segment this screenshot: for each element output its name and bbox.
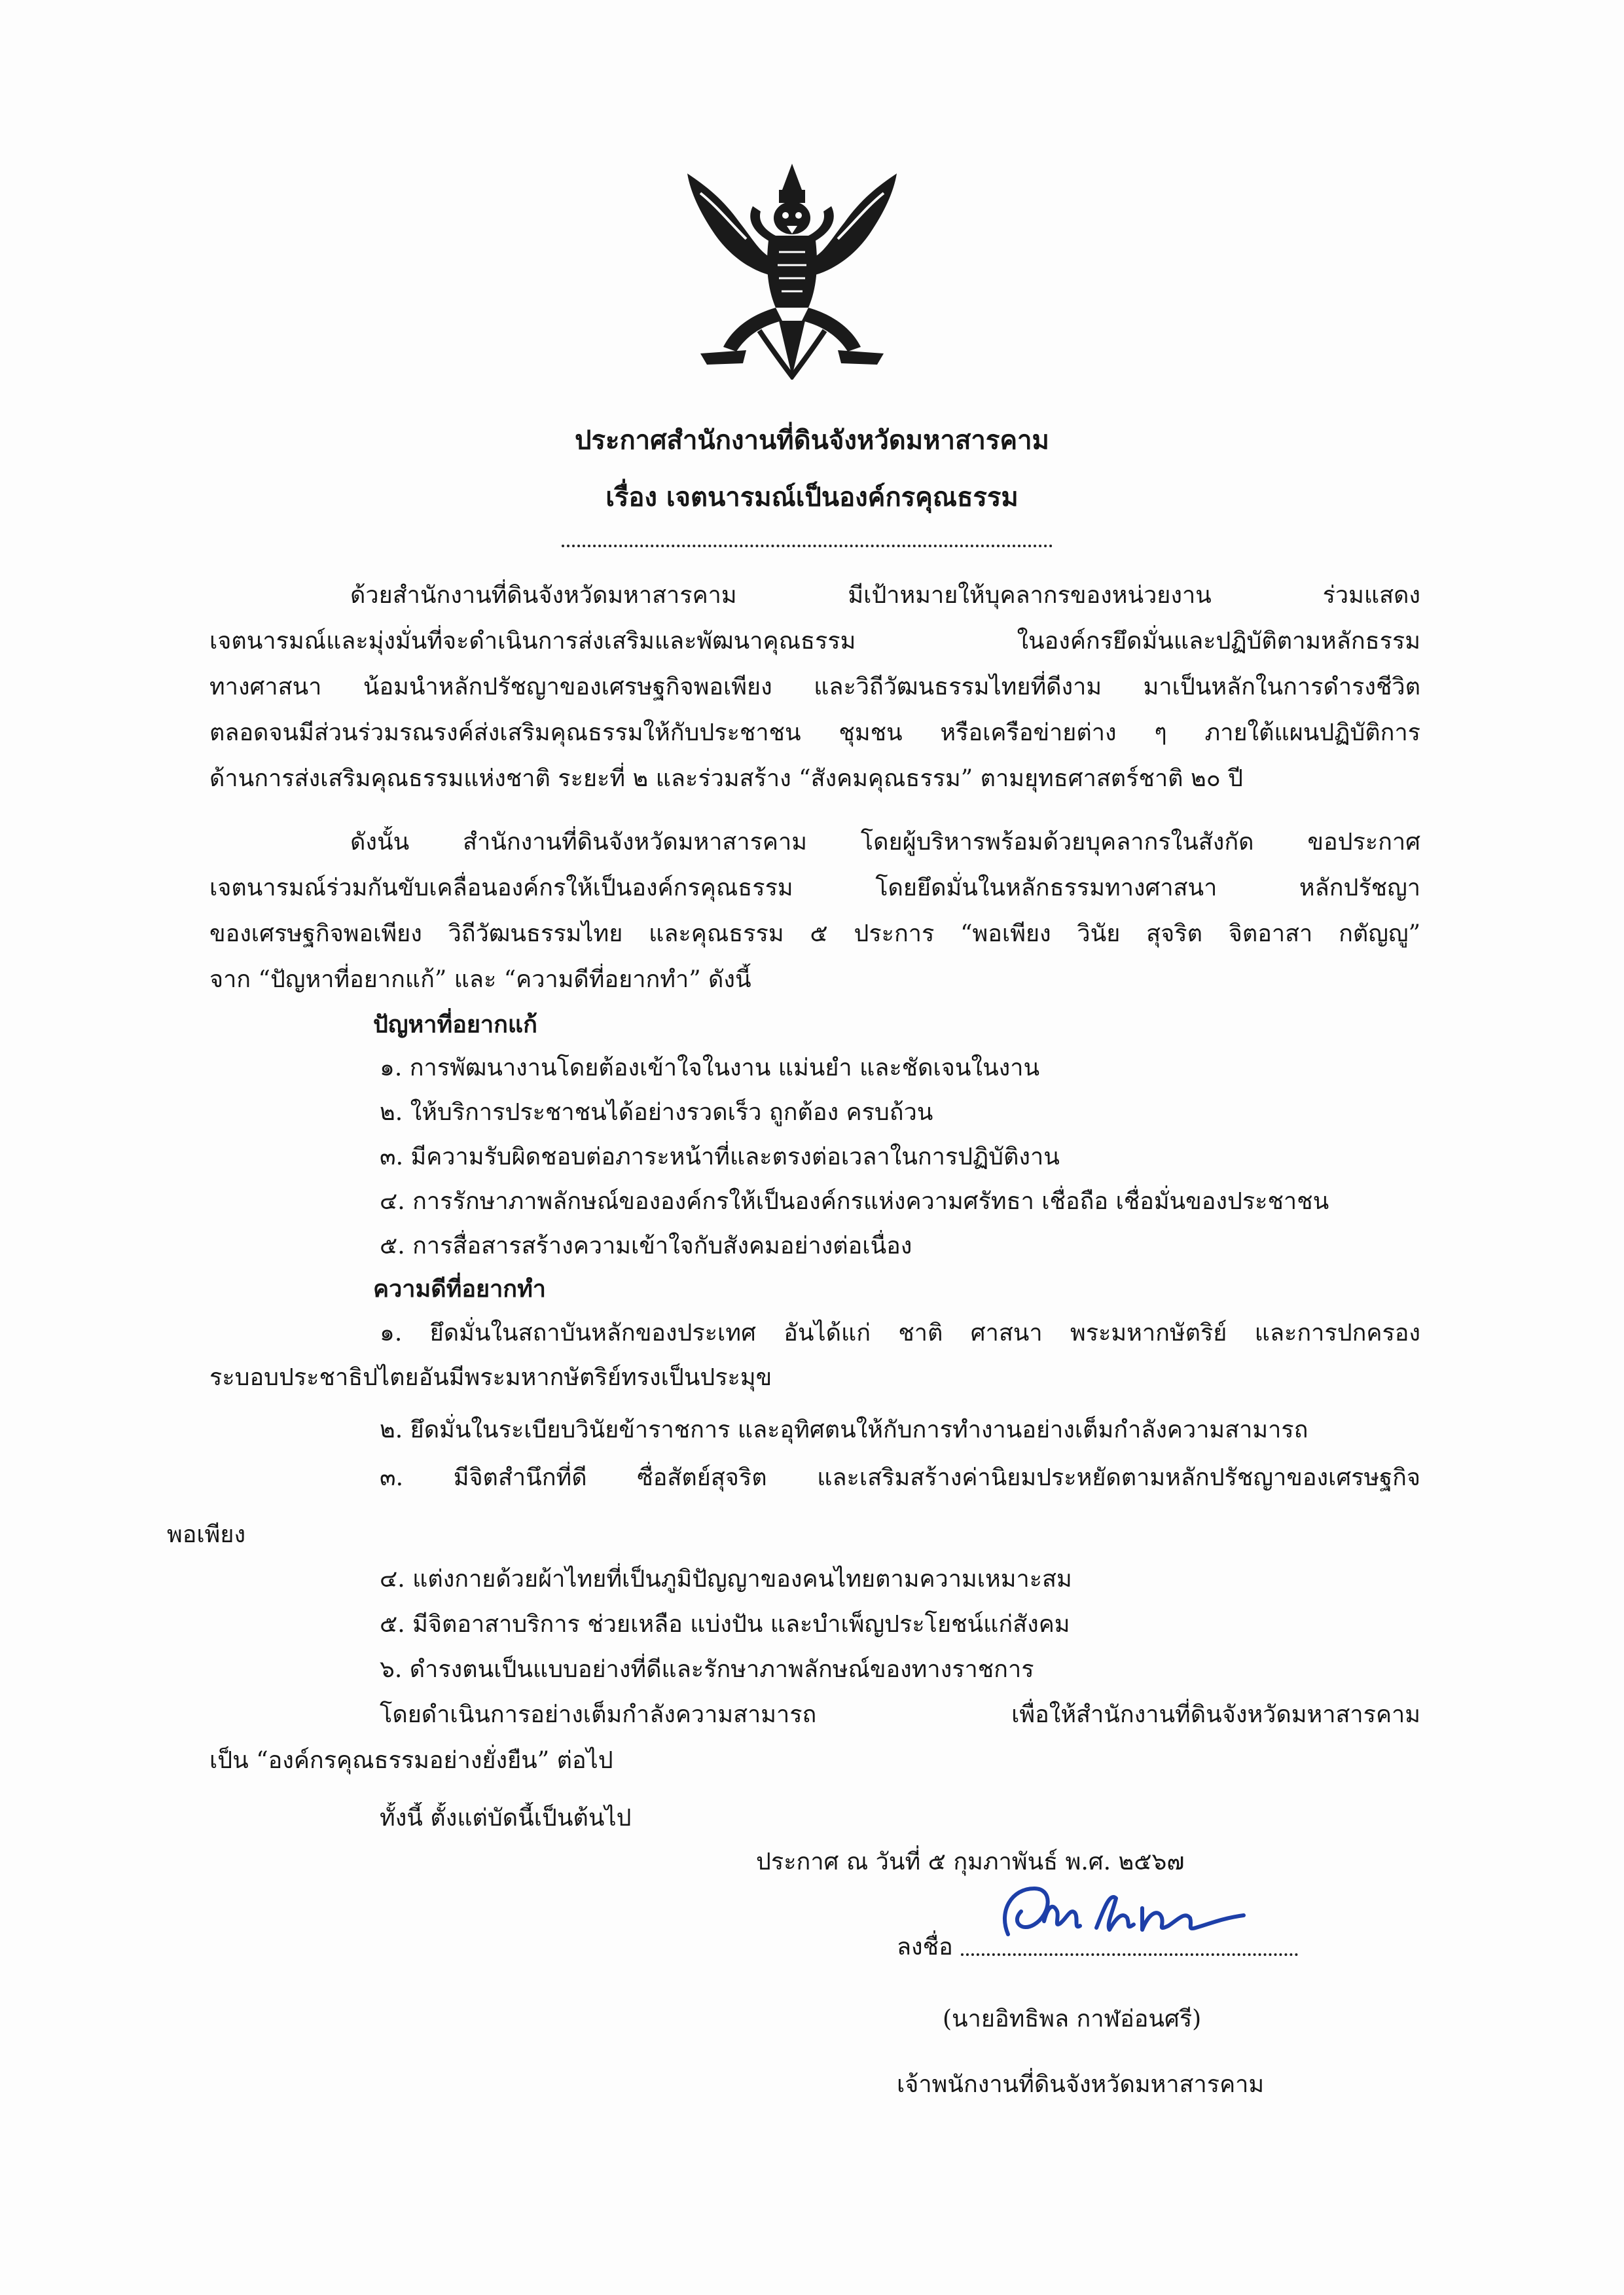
virtue-item: ๔. แต่งกายด้วยผ้าไทยที่เป็นภูมิปัญญาของคนไทยตามความเหมาะสม — [380, 1566, 1072, 1593]
title-divider — [562, 545, 1053, 547]
virtue-item: ๖. ดำรงตนเป็นแบบอย่างที่ดีและรักษาภาพลักษณ์ของทางราชการ — [380, 1656, 1034, 1683]
effective-statement: ทั้งนี้ ตั้งแต่บัดนี้เป็นต้นไป — [380, 1805, 632, 1832]
declaration-line: เจตนารมณ์ร่วมกันขับเคลื่อนองค์กรให้เป็นองค์กรคุณธรรม โดยยึดมั่นในหลักธรรมทางศาสนา หลักปรัชญา — [209, 875, 1420, 901]
signer-name: (นายอิทธิพล กาฬอ่อนศรี) — [943, 2006, 1202, 2033]
problem-item: ๒. ให้บริการประชาชนได้อย่างรวดเร็ว ถูกต้อง ครบถ้วน — [380, 1099, 933, 1126]
intro-line: เจตนารมณ์และมุ่งมั่นที่จะดำเนินการส่งเสริมและพัฒนาคุณธรรม ในองค์กรยึดมั่นและปฏิบัติตามหลักธรรม — [209, 628, 1420, 655]
problem-item: ๔. การรักษาภาพลักษณ์ขององค์กรให้เป็นองค์กรแห่งความศรัทธา เชื่อถือ เชื่อมั่นของประชาชน — [380, 1188, 1329, 1215]
problem-item: ๕. การสื่อสารสร้างความเข้าใจกับสังคมอย่างต่อเนื่อง — [380, 1233, 912, 1259]
problem-item: ๓. มีความรับผิดชอบต่อภาระหน้าที่และตรงต่อเวลาในการปฏิบัติงาน — [380, 1144, 1060, 1170]
intro-line: ด้วยสำนักงานที่ดินจังหวัดมหาสารคาม มีเป้าหมายให้บุคลากรของหน่วยงาน ร่วมแสดง — [350, 582, 1420, 609]
problem-item: ๑. การพัฒนางานโดยต้องเข้าใจในงาน แม่นยำ และชัดเจนในงาน — [380, 1055, 1040, 1081]
signer-position: เจ้าพนักงานที่ดินจังหวัดมหาสารคาม — [897, 2071, 1265, 2098]
intro-line: ด้านการส่งเสริมคุณธรรมแห่งชาติ ระยะที่ ๒ และร่วมสร้าง “สังคมคุณธรรม” ตามยุทธศาสตร์ชาติ ๒๐ ปี — [209, 765, 1243, 792]
intro-line: ทางศาสนา น้อมนำหลักปรัชญาของเศรษฐกิจพอเพียง และวิถีวัฒนธรรมไทยที่ดีงาม มาเป็นหลักในการดำรงชีวิต — [209, 674, 1420, 700]
handwritten-signature — [982, 1872, 1270, 1964]
virtues-heading: ความดีที่อยากทำ — [373, 1275, 547, 1303]
intro-line: ตลอดจนมีส่วนร่วมรณรงค์ส่งเสริมคุณธรรมให้กับประชาชน ชุมชน หรือเครือข่ายต่าง ๆ ภายใต้แผนปฏิบัติการ — [209, 719, 1420, 746]
virtue-item: ๓. มีจิตสำนึกที่ดี ซื่อสัตย์สุจริต และเสริมสร้างค่านิยมประหยัดตามหลักปรัชญาของเศรษฐกิจ — [380, 1464, 1420, 1491]
problems-heading: ปัญหาที่อยากแก้ — [373, 1011, 537, 1038]
virtue-item: ๕. มีจิตอาสาบริการ ช่วยเหลือ แบ่งปัน และบำเพ็ญประโยชน์แก่สังคม — [380, 1611, 1070, 1638]
sign-label: ลงชื่อ — [897, 1934, 953, 1961]
garuda-emblem-icon — [661, 160, 923, 380]
virtue-item: ๒. ยึดมั่นในระเบียบวินัยข้าราชการ และอุทิศตนให้กับการทำงานอย่างเต็มกำลังความสามารถ — [380, 1417, 1308, 1443]
announcement-subject: เรื่อง เจตนารมณ์เป็นองค์กรคุณธรรม — [605, 482, 1019, 513]
declaration-line: ดังนั้น สำนักงานที่ดินจังหวัดมหาสารคาม โดยผู้บริหารพร้อมด้วยบุคลากรในสังกัด ขอประกาศ — [350, 829, 1420, 856]
announcement-title: ประกาศสำนักงานที่ดินจังหวัดมหาสารคาม — [575, 425, 1049, 456]
virtue-item-continuation: ระบอบประชาธิปไตยอันมีพระมหากษัตริย์ทรงเป็นประมุข — [209, 1364, 772, 1391]
virtue-item-continuation: พอเพียง — [167, 1521, 246, 1548]
closing-line: โดยดำเนินการอย่างเต็มกำลังความสามารถ เพื่อให้สำนักงานที่ดินจังหวัดมหาสารคาม — [380, 1701, 1420, 1728]
virtue-item: ๑. ยึดมั่นในสถาบันหลักของประเทศ อันได้แก่ ชาติ ศาสนา พระมหากษัตริย์ และการปกครอง — [380, 1320, 1420, 1346]
declaration-line: ของเศรษฐกิจพอเพียง วิถีวัฒนธรรมไทย และคุณธรรม ๕ ประการ “พอเพียง วินัย สุจริต จิตอาสา กตัญญู” — [209, 920, 1420, 947]
closing-line: เป็น “องค์กรคุณธรรมอย่างยั่งยืน” ต่อไป — [209, 1747, 613, 1774]
declaration-line: จาก “ปัญหาที่อยากแก้” และ “ความดีที่อยากทำ” ดังนี้ — [209, 966, 751, 993]
announcement-date: ประกาศ ณ วันที่ ๕ กุมภาพันธ์ พ.ศ. ๒๕๖๗ — [756, 1849, 1185, 1875]
